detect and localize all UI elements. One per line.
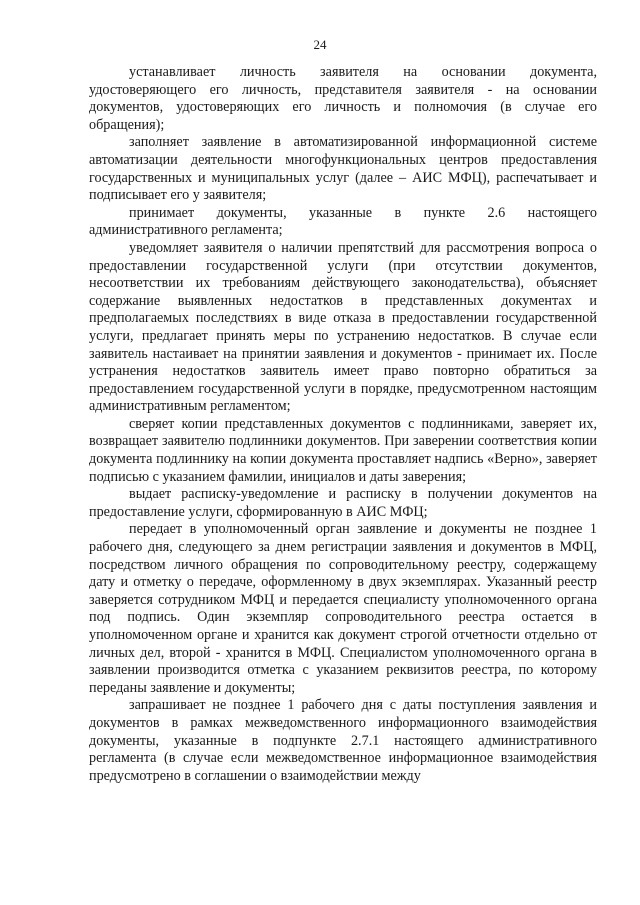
paragraph: заполняет заявление в автоматизированной информационной системе автоматизации деятельности многофункциональных центров предоставления государственных и муниципальных услуг (далее – АИС МФЦ), распечатывает и подписывает его у заявителя; [89,134,597,204]
paragraph: уведомляет заявителя о наличии препятствий для рассмотрения вопроса о предоставлении государственной услуги (при отсутствии документов, несоответствии их требованиям действующего законодательства), объясняет содержание выявленных недостатков в представленных документах и предполагаемых последствиях в виде отказа в предоставлении государственной услуги, предлагает принять меры по устранению недостатков. В случае если заявитель настаивает на принятии заявления и документов - принимает их. После устранения недостатков заявитель имеет право повторно обратиться за предоставлением государственной услуги в порядке, предусмотренном настоящим административным регламентом; [89,239,597,415]
paragraph: передает в уполномоченный орган заявление и документы не позднее 1 рабочего дня, следующего за днем регистрации заявления и документов в МФЦ, посредством личного обращения по сопроводительному реестру, содержащему дату и отметку о передаче, оформленному в двух экземплярах. Указанный реестр заверяется сотрудником МФЦ и передается специалисту уполномоченного органа под подпись. Один экземпляр сопроводительного реестра остается в уполномоченном органе и хранится как документ строгой отчетности отдельно от личных дел, второй - хранится в МФЦ. Специалистом уполномоченного органа в заявлении производится отметка с указанием реквизитов реестра, по которому переданы заявление и документы; [89,521,597,696]
paragraph: запрашивает не позднее 1 рабочего дня с даты поступления заявления и документов в рамках межведомственного информационного взаимодействия документы, указанные в подпункте 2.7.1 настоящего административного регламента (в случае если межведомственное информационное взаимодействия предусмотрено в соглашении о взаимодействии между [89,697,597,784]
document-body [89,64,597,785]
paragraph: устанавливает личность заявителя на основании документа, удостоверяющего его личность, представителя заявителя - на основании документов, удостоверяющих его личность и полномочия (в случае его обращения); [89,64,597,133]
paragraph: сверяет копии представленных документов с подлинниками, заверяет их, возвращает заявителю подлинники документов. При заверении соответствия копии документа подлиннику на копии документа проставляет надпись «Верно», заверяет подписью с указанием фамилии, инициалов и даты заверения; [89,415,597,485]
paragraph: принимает документы, указанные в пункте 2.6 настоящего административного регламента; [89,204,597,239]
page-number: 24 [313,37,327,52]
paragraph: выдает расписку-уведомление и расписку в получении документов на предоставление услуги, сформированную в АИС МФЦ; [89,486,597,520]
